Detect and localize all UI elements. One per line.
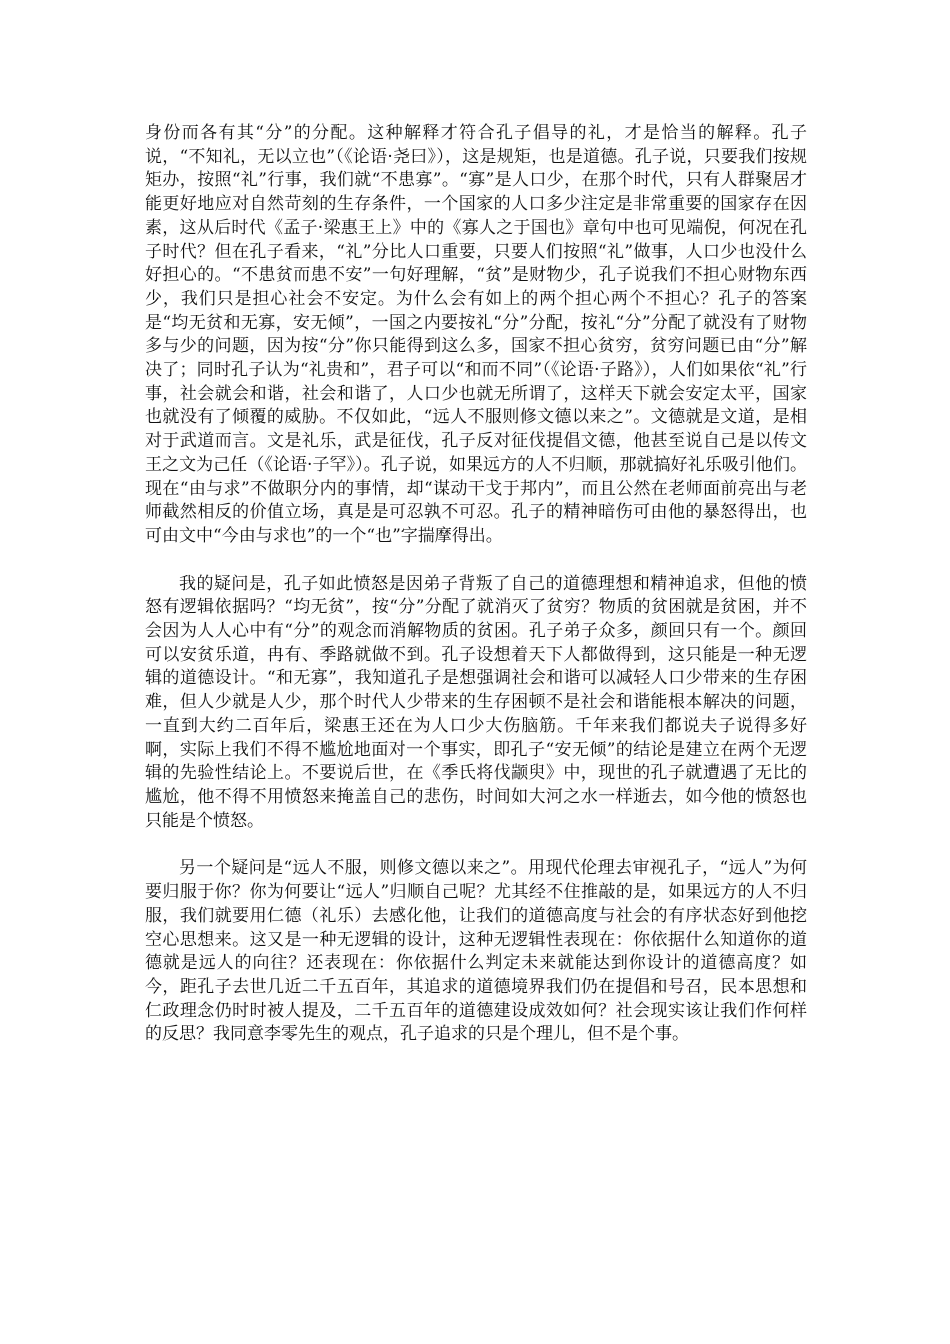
document-body — [145, 122, 807, 1047]
paragraph-continuation: 身份而各有其“分”的分配。这种解释才符合孔子倡导的礼，才是恰当的解释。孔子说，“不知礼，无以立也”（《论语·尧曰》），这是规矩，也是道德。孔子说，只要我们按规矩办，按照“礼”行事，我们就“不患寡”。“寡”是人口少，在那个时代，只有人群聚居才能更好地应对自然苛刻的生存条件，一个国家的人口多少注定是非常重要的国家存在因素，这从后时代《孟子·梁惠王上》中的《寡人之于国也》章句中也可见端倪，何况在孔子时代？但在孔子看来，“礼”分比人口重要，只要人们按照“礼”做事，人口少也没什么好担心的。“不患贫而患不安”一句好理解，“贫”是财物少，孔子说我们不担心财物东西少，我们只是担心社会不安定。为什么会有如上的两个担心两个不担心？孔子的答案是“均无贫和无寡，安无倾”，一国之内要按礼“分”分配，按礼“分”分配了就没有了财物多与少的问题，因为按“分”你只能得到这么多，国家不担心贫穷，贫穷问题已由“分”解决了；同时孔子认为“礼贵和”，君子可以“和而不同”（《论语·子路》），人们如果依“礼”行事，社会就会和谐，社会和谐了，人口少也就无所谓了，这样天下就会安定太平，国家也就没有了倾覆的威胁。不仅如此，“远人不服则修文德以来之”。文德就是文道，是相对于武道而言。文是礼乐，武是征伐，孔子反对征伐提倡文德，他甚至说自己是以传文王之文为己任（《论语·子罕》）。孔子说，如果远方的人不归顺，那就搞好礼乐吸引他们。现在“由与求”不做职分内的事情，却“谋动干戈于邦内”，而且公然在老师面前亮出与老师截然相反的价值立场，真是是可忍孰不可忍。孔子的精神暗伤可由他的暴怒得出，也可由文中“今由与求也”的一个“也”字揣摩得出。 — [145, 123, 807, 546]
paragraph-first-question: 我的疑问是，孔子如此愤怒是因弟子背叛了自己的道德理想和精神追求，但他的愤怒有逻辑依据吗？“均无贫”，按“分”分配了就消灭了贫穷？物质的贫困就是贫困，并不会因为人人心中有“分”的观念而消解物质的贫困。孔子弟子众多，颜回只有一个。颜回可以安贫乐道，冉有、季路就做不到。孔子设想着天下人都做得到，这只能是一种无逻辑的道德设计。“和无寡”，我知道孔子是想强调社会和谐可以减轻人口少带来的生存困难，但人少就是人少，那个时代人少带来的生存困顿不是社会和谐能根本解决的问题，一直到大约二百年后，梁惠王还在为人口少大伤脑筋。千年来我们都说夫子说得多好啊，实际上我们不得不尴尬地面对一个事实，即孔子“安无倾”的结论是建立在两个无逻辑的先验性结论上。不要说后世，在《季氏将伐颛臾》中，现世的孔子就遭遇了无比的尴尬，他不得不用愤怒来掩盖自己的悲伤，时间如大河之水一样逝去，如今他的愤怒也只能是个愤怒。 — [145, 573, 807, 831]
paragraph-second-question: 另一个疑问是“远人不服，则修文德以来之”。用现代伦理去审视孔子，“远人”为何要归服于你？你为何要让“远人”归顺自己呢？尤其经不住推敲的是，如果远方的人不归服，我们就要用仁德（礼乐）去感化他，让我们的道德高度与社会的有序状态好到他挖空心思想来。这又是一种无逻辑的设计，这种无逻辑性表现在：你依据什么知道你的道德就是远人的向往？还表现在：你依据什么判定未来就能达到你设计的道德高度？如今，距孔子去世几近二千五百年，其追求的道德境界我们仍在提倡和号召，民本思想和仁政理念仍时时被人提及，二千五百年的道德建设成效如何？社会现实该让我们作何样的反思？我同意李零先生的观点，孔子追求的只是个理儿，但不是个事。 — [145, 858, 807, 1045]
